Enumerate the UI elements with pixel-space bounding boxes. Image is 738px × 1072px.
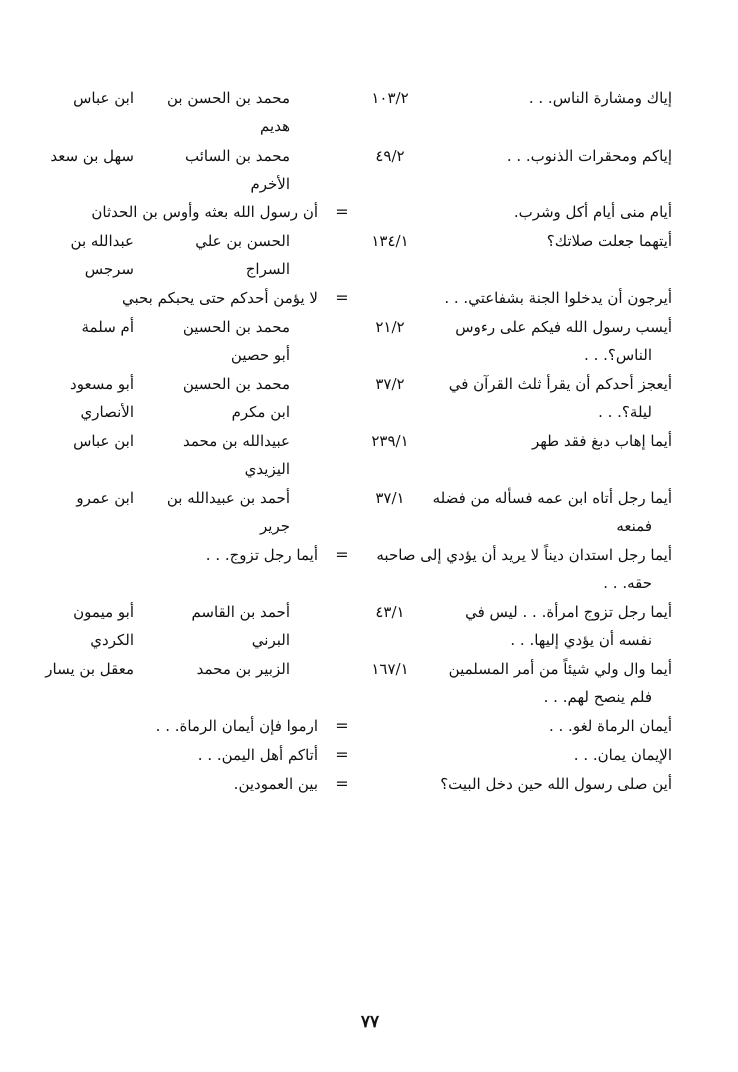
hadith-text: أيام منى أيام أكل وشرب. <box>513 203 672 221</box>
volume-page-ref: ٤٣/١ <box>375 603 405 621</box>
narrator-name: الحسن بن علي <box>195 232 290 250</box>
hadith-text: إياك ومشارة الناس. . . <box>528 89 672 107</box>
volume-page-ref: ١٦٧/١ <box>371 660 409 678</box>
companion-name: الكردي <box>90 631 134 649</box>
cross-reference-equals: = <box>335 716 349 735</box>
cross-reference-text: ارموا فإن أيمان الرماة. . . <box>155 717 318 735</box>
hadith-text: أيرجون أن يدخلوا الجنة بشفاعتي. . . <box>444 289 672 307</box>
page-number: ٧٧ <box>360 1012 380 1032</box>
hadith-text: أيما رجل أتاه ابن عمه فسأله من فضله <box>432 489 672 507</box>
volume-page-ref: ٢١/٢ <box>375 318 405 336</box>
volume-page-ref: ٣٧/٢ <box>375 375 405 393</box>
companion-name: أبو مسعود <box>70 375 134 393</box>
narrator-name: أبو حصين <box>230 346 290 364</box>
hadith-text: أين صلى رسول الله حين دخل البيت؟ <box>440 775 672 793</box>
companion-name: أم سلمة <box>81 318 134 336</box>
narrator-name: أحمد بن عبيدالله بن <box>166 489 290 507</box>
narrator-name: محمد بن الحسين <box>182 318 290 336</box>
volume-page-ref: ٢٣٩/١ <box>371 432 409 450</box>
narrator-name: الزبير بن محمد <box>196 660 290 678</box>
hadith-text: فلم ينصح لهم. . . <box>543 688 652 706</box>
narrator-name: هديم <box>260 117 290 135</box>
volume-page-ref: ٣٧/١ <box>375 489 405 507</box>
narrator-name: محمد بن الحسن بن <box>167 89 290 107</box>
hadith-text: أيسب رسول الله فيكم على رءوس <box>455 318 672 336</box>
companion-name: أبو ميمون <box>73 603 134 621</box>
cross-reference-equals: = <box>335 288 349 307</box>
volume-page-ref: ٤٩/٢ <box>375 147 405 165</box>
cross-reference-text: أتاكم أهل اليمن. . . <box>197 746 318 764</box>
cross-reference-equals: = <box>335 774 349 793</box>
narrator-name: اليزيدي <box>244 460 290 478</box>
hadith-text: حقه. . . <box>603 574 652 592</box>
companion-name: سهل بن سعد <box>50 147 134 165</box>
hadith-text: ليلة؟. . . <box>598 403 652 421</box>
cross-reference-text: أن رسول الله بعثه وأوس بن الحدثان <box>91 203 318 221</box>
hadith-text: أيما رجل تزوج امرأة. . . ليس في <box>465 603 672 621</box>
volume-page-ref: ١٣٤/١ <box>371 232 409 250</box>
hadith-text: الناس؟. . . <box>584 346 652 364</box>
hadith-text: أيما إهاب دبغ فقد طهر <box>531 432 672 450</box>
narrator-name: الأخرم <box>250 175 290 193</box>
narrator-name: محمد بن السائب <box>185 147 290 165</box>
hadith-text: إياكم ومحقرات الذنوب. . . <box>506 147 672 165</box>
cross-reference-text: بين العمودين. <box>233 775 318 793</box>
narrator-name: جرير <box>260 517 290 535</box>
companion-name: ابن عمرو <box>76 489 134 507</box>
companion-name: ابن عباس <box>73 432 134 450</box>
narrator-name: ابن مكرم <box>231 403 290 421</box>
companion-name: عبدالله بن <box>70 232 134 250</box>
cross-reference-equals: = <box>335 545 349 564</box>
cross-reference-equals: = <box>335 745 349 764</box>
hadith-text: أيما رجل استدان ديناً لا يريد أن يؤدي إلى صاحبه <box>376 546 672 564</box>
narrator-name: البرني <box>251 631 290 649</box>
companion-name: معقل بن يسار <box>45 660 134 678</box>
narrator-name: السراج <box>245 260 290 278</box>
hadith-text: أيمان الرماة لغو. . . <box>548 717 672 735</box>
hadith-text: أيتهما جعلت صلاتك؟ <box>546 232 672 250</box>
hadith-text: أيما وال ولي شيئاً من أمر المسلمين <box>448 660 672 678</box>
hadith-text: الإيمان يمان. . . <box>573 746 672 764</box>
narrator-name: عبيدالله بن محمد <box>182 432 290 450</box>
companion-name: ابن عباس <box>73 89 134 107</box>
hadith-text: فمنعه <box>616 517 652 535</box>
narrator-name: محمد بن الحسين <box>182 375 290 393</box>
cross-reference-text: لا يؤمن أحدكم حتى يحبكم بحبي <box>121 289 318 307</box>
narrator-name: أحمد بن القاسم <box>191 603 290 621</box>
hadith-text: نفسه أن يؤدي إليها. . . <box>510 631 652 649</box>
cross-reference-text: أيما رجل تزوج. . . <box>205 546 318 564</box>
volume-page-ref: ١٠٣/٢ <box>371 89 409 107</box>
companion-name: سرجس <box>84 260 134 278</box>
cross-reference-equals: = <box>335 202 349 221</box>
companion-name: الأنصاري <box>80 403 134 421</box>
hadith-text: أيعجز أحدكم أن يقرأ ثلث القرآن في <box>448 375 672 393</box>
